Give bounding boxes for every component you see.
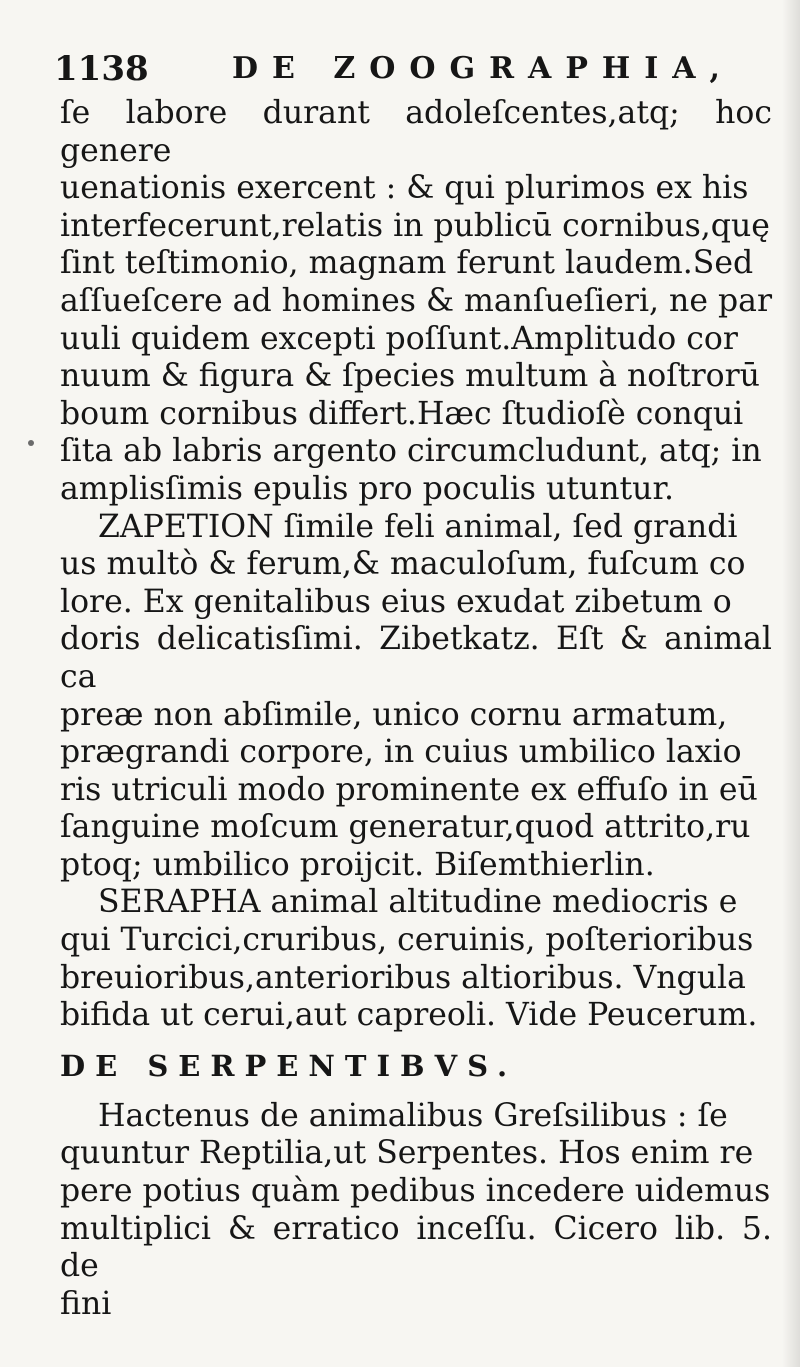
- page-number: 1138: [54, 49, 149, 89]
- paragraph-zapetion: ZAPETION ſimile feli animal, ſed grandi us multò & ferum,& maculoſum, fuſcum co lore. Ex genitalibus eius exudat zibetum o doris delicatisſimi. Zibetkatz. Eſt & animal ca preæ non abſimile, unico cornu armatum, prægrandi corpore, in cuius umbilico laxio ris utriculi modo prominente ex effuſo in eū ſanguine moſcum generatur,quod attrito,ru ptoq; umbilico proijcit. Biſemthierlin.: [60, 508, 772, 883]
- catchword: fini: [60, 1285, 112, 1322]
- section-heading: DE SERPENTIBVS.: [60, 1048, 518, 1083]
- text-block: [60, 95, 772, 1323]
- paragraph-serpents: Hactenus de animalibus Greſsilibus : ſe quuntur Reptilia,ut Serpentes. Hos enim re pere potius quàm pedibus incedere uidemus multiplici & erratico inceſſu. Cicero lib. 5. de: [60, 1097, 772, 1285]
- running-head: DE ZOOGRAPHIA,: [232, 51, 734, 86]
- page-header: [54, 44, 754, 94]
- paragraph-serapha: SERAPHA animal altitudine mediocris e qui Turcici,cruribus, ceruinis, poſterioribus breuioribus,anterioribus altioribus. Vngula bifida ut cerui,aut capreoli. Vide Peucerum.: [60, 884, 758, 1034]
- margin-ink-dot: [28, 440, 34, 446]
- gutter-shadow: [782, 0, 800, 1367]
- paragraph-horn-hunting: ſe labore durant adoleſcentes,atq; hoc genere uenationis exercent : & qui plurimos ex his interfecerunt,relatis in publicū cornibus,quę ſint teſtimonio, magnam ferunt laudem.Sed aſſueſcere ad homines & manſueſieri, ne par uuli quidem excepti poſſunt.Amplitudo cor nuum & figura & ſpecies multum à noſtrorū boum cornibus differt.Hæc ſtudioſè conqui ſita ab labris argento circumcludunt, atq; in amplisſimis epulis pro poculis utuntur.: [60, 95, 772, 507]
